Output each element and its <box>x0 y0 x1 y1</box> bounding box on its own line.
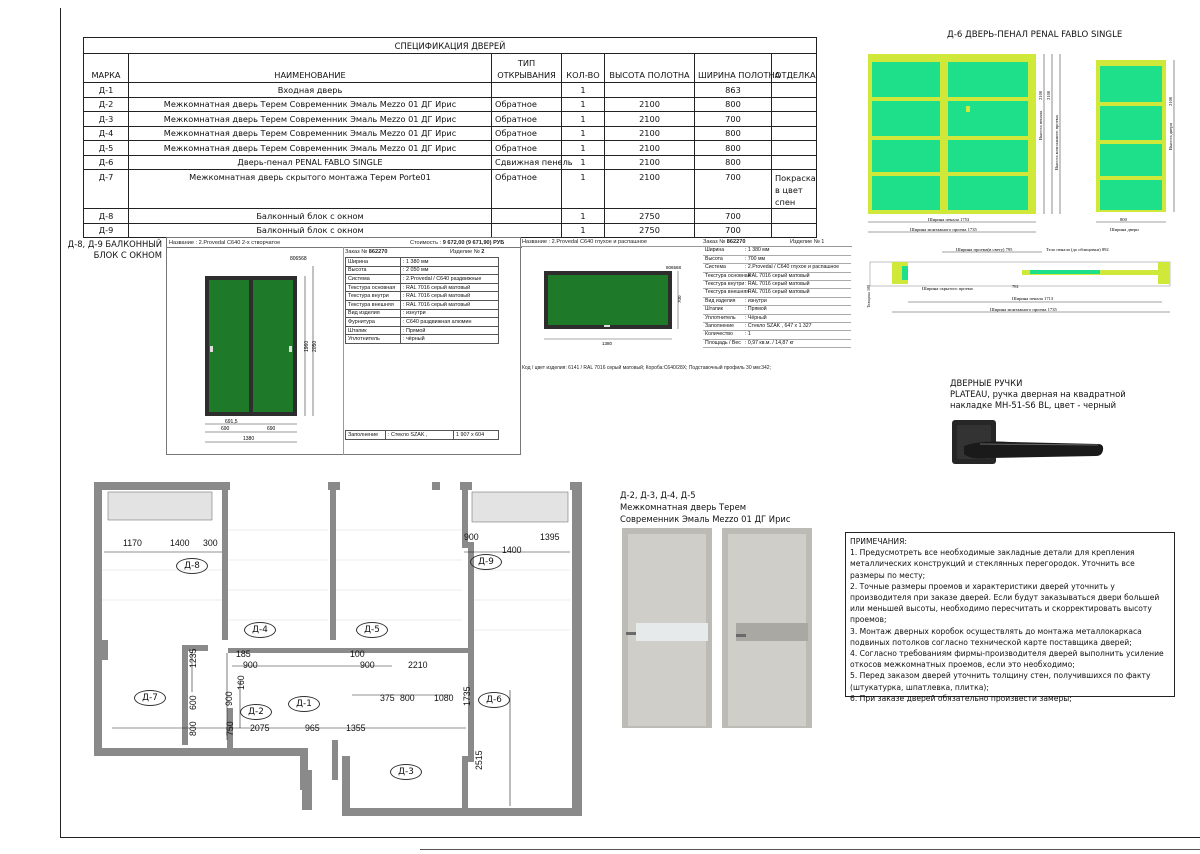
prop-value: : RAL 7016 серый матовый <box>743 281 851 289</box>
note-item: 5. Перед заказом дверей уточнить толщину стен, получившихся по факту (штукатурка, шпатлевка, плитка); <box>850 671 1151 692</box>
plan-tag-d7: Д-7 <box>134 690 166 706</box>
floor-plan <box>92 470 607 820</box>
spec-header-mark: МАРКА <box>84 54 129 83</box>
door-handle-icon <box>950 418 1110 468</box>
spec-cell-name: Межкомнатная дверь Терем Современник Эмаль Mezzo 01 ДГ Ирис <box>129 126 492 141</box>
cost-value: 9 672,00 <box>442 240 465 246</box>
plan-dim-2075: 2075 <box>250 723 270 733</box>
balcony-right-props <box>703 247 851 348</box>
spec-cell-type: Обратное <box>492 170 562 209</box>
spec-cell-width: 800 <box>695 155 772 170</box>
spec-header-height: ВЫСОТА ПОЛОТНА <box>605 54 695 83</box>
prop-key: Уплотнитель <box>346 335 401 344</box>
prop-row <box>703 272 851 280</box>
prop-row <box>346 292 499 301</box>
plan-tag-d6: Д-6 <box>478 692 510 708</box>
prop-value: : RAL 7016 серый матовый <box>743 289 851 297</box>
spec-row <box>84 170 817 209</box>
frame-bottom <box>60 837 1200 838</box>
doors-line2: Современник Эмаль Mezzo 01 ДГ Ирис <box>620 514 791 524</box>
balcony-left-title: Название : 2.Provedal C640 2-х створчатое <box>169 240 281 246</box>
prop-row <box>703 323 851 331</box>
spec-row <box>84 97 817 112</box>
prop-row <box>703 297 851 305</box>
spec-cell-type <box>492 223 562 238</box>
penal-w-open-plan: 795 <box>1005 247 1013 252</box>
spec-cell-width: 700 <box>695 209 772 224</box>
spec-cell-height: 2100 <box>605 126 695 141</box>
penal-w-case-plan: 892 <box>1101 247 1109 252</box>
prop-row <box>346 309 499 318</box>
plan-dim-185: 185 <box>236 649 251 659</box>
spec-cell-width: 800 <box>695 97 772 112</box>
notes-title: ПРИМЕЧАНИЯ: <box>850 537 907 546</box>
svg-text:Ширина проема(в свету) 795 <box>956 247 1013 252</box>
penal-w-door-label: Ширина двери <box>1110 227 1139 232</box>
spec-cell-name: Балконный блок с окном <box>129 223 492 238</box>
plan-dim-2210: 2210 <box>408 660 428 670</box>
spec-cell-name: Межкомнатная дверь скрытого монтажа Терем Porte01 <box>129 170 492 209</box>
spec-cell-finish <box>772 223 817 238</box>
plan-dim-965: 965 <box>305 723 320 733</box>
spec-cell-mark: Д-3 <box>84 112 129 127</box>
svg-text:Ширина монтажного проема 1735 <box>910 227 978 232</box>
prop-value: : 1 380 мм <box>743 247 851 255</box>
spec-cell-name: Межкомнатная дверь Терем Современник Эмаль Mezzo 01 ДГ Ирис <box>129 112 492 127</box>
prop-row <box>346 318 499 327</box>
spec-cell-height <box>605 83 695 98</box>
spec-cell-name: Межкомнатная дверь Терем Современник Эмаль Mezzo 01 ДГ Ирис <box>129 141 492 156</box>
spec-cell-type: Сдвижная пенель <box>492 155 562 170</box>
prop-key: Ширина <box>346 258 401 267</box>
spec-row <box>84 112 817 127</box>
spec-cell-type <box>492 83 562 98</box>
prop-key: Вид изделия <box>703 297 743 305</box>
plan-dim-300: 300 <box>203 538 218 548</box>
spec-header-width: ШИРИНА ПОЛОТНА <box>695 54 772 83</box>
note-item: 3. Монтаж дверных коробок осуществлять до монтажа металлокаркаса подвиных потолков согласно технической карте поставщика дверей; <box>850 626 1142 647</box>
plan-dim-1355: 1355 <box>346 723 366 733</box>
prop-key: Высота <box>703 255 743 263</box>
plan-tag-d3: Д-3 <box>390 764 422 780</box>
balcony-w2: 690 <box>267 426 276 432</box>
prop-value: : RAL 7016 серый матовый <box>743 272 851 280</box>
spec-cell-qty: 1 <box>562 155 605 170</box>
notes-list <box>850 547 1170 704</box>
spec-cell-qty: 1 <box>562 209 605 224</box>
prop-key: Система <box>346 275 401 284</box>
spec-header-name: НАИМЕНОВАНИЕ <box>129 54 492 83</box>
plan-dim-900a: 900 <box>464 532 479 542</box>
spec-row <box>84 83 817 98</box>
penal-w-open-plan-label: Ширина проема(в свету) <box>956 247 1005 252</box>
window-w: 1380 <box>602 341 613 346</box>
prop-value: : Стекло SZAK , 647 x 1 327 <box>743 323 851 331</box>
prop-key: Заполнение <box>703 323 743 331</box>
plan-tag-d5: Д-5 <box>356 622 388 638</box>
window-top-code: 806568 <box>666 265 682 270</box>
prop-key: Штапик <box>346 326 401 335</box>
spec-cell-width: 700 <box>695 112 772 127</box>
spec-cell-mark: Д-7 <box>84 170 129 209</box>
spec-cell-type: Обратное <box>492 97 562 112</box>
spec-cell-qty: 1 <box>562 223 605 238</box>
prop-key: Высота <box>346 266 401 275</box>
prop-value: : 2.Provedal / C640 раздвижные <box>401 275 499 284</box>
spec-cell-finish <box>772 83 817 98</box>
spec-cell-finish <box>772 126 817 141</box>
penal-w-mount-label: Ширина монтажного проема <box>910 227 967 232</box>
spec-header-type-bottom: ОТКРЫВАНИЯ <box>497 70 556 80</box>
spec-cell-qty: 1 <box>562 97 605 112</box>
doors-line1: Межкомнатная дверь Терем <box>620 502 747 512</box>
spec-cell-finish <box>772 112 817 127</box>
spec-cell-qty: 1 <box>562 141 605 156</box>
prop-key: Уплотнитель <box>703 314 743 322</box>
door-spec-table <box>83 37 817 238</box>
balcony-total-w: 1380 <box>243 436 255 442</box>
spec-cell-finish <box>772 141 817 156</box>
note-item: 2. Точные размеры проемов и характеристики дверей уточнить у производителя при заказе дверей. Если будут заказываться двери большей или меньшей высоты, необходимо пересчитать и скорректировать высоту проемов; <box>850 581 1160 625</box>
prop-key: Фурнитура <box>346 318 401 327</box>
penal-w-case-label: Ширина пенала <box>1012 296 1043 301</box>
spec-row <box>84 141 817 156</box>
plan-dim-800a: 800 <box>400 693 415 703</box>
handles-line2: накладке MH-51-S6 BL, цвет - черный <box>950 400 1117 410</box>
spec-cell-mark: Д-4 <box>84 126 129 141</box>
spec-header-type-top: ТИП <box>517 58 536 68</box>
prop-key: Текстура внутри <box>705 281 745 288</box>
spec-cell-mark: Д-5 <box>84 141 129 156</box>
prop-value: : чёрный <box>401 335 499 344</box>
plan-dim-1080: 1080 <box>434 693 454 703</box>
plan-dim-1235: 1235 <box>188 648 198 668</box>
spec-cell-name: Входная дверь <box>129 83 492 98</box>
item-label-right: Изделие № <box>790 239 820 245</box>
plan-dim-900b: 900 <box>243 660 258 670</box>
plan-dim-1395: 1395 <box>540 532 560 542</box>
plan-tag-d9: Д-9 <box>470 554 502 570</box>
spec-row <box>84 126 817 141</box>
plan-dim-1170: 1170 <box>123 538 142 548</box>
order-label-right: Заказ № <box>703 239 726 245</box>
svg-text:Тело пенала (до облицовки) 892 <box>1046 247 1109 252</box>
penal-w-door: 800 <box>1120 217 1127 222</box>
balcony-h1: 1960 <box>304 340 310 352</box>
spec-cell-mark: Д-6 <box>84 155 129 170</box>
plan-tag-d2: Д-2 <box>240 704 272 720</box>
prop-value: : изнутри <box>743 297 851 305</box>
svg-text:Толщина 100 <box>866 285 871 308</box>
prop-value: : 0,97 кв.м. / 14,87 кг <box>743 339 851 347</box>
prop-value: : изнутри <box>401 309 499 318</box>
plan-dim-750: 750 <box>225 721 235 736</box>
prop-key: Вид изделия <box>346 309 401 318</box>
penal-w-hidden: 781 <box>1012 284 1019 289</box>
spec-cell-qty: 1 <box>562 83 605 98</box>
frame-left <box>60 8 61 838</box>
spec-cell-mark: Д-8 <box>84 209 129 224</box>
spec-header-type <box>492 54 562 83</box>
plan-tag-d4: Д-4 <box>244 622 276 638</box>
fill-value: : Стекло SZAK , <box>386 431 454 440</box>
fill-key: Заполнение <box>346 431 386 440</box>
penal-h-mount: 2100 <box>1046 90 1051 100</box>
prop-row <box>346 283 499 292</box>
prop-key: Система <box>703 264 743 272</box>
prop-row <box>703 331 851 339</box>
cost-label: Стоимость : <box>410 240 442 246</box>
balcony-left-fill <box>345 430 499 440</box>
prop-value: : Прямой <box>743 306 851 314</box>
prop-row <box>703 281 851 289</box>
spec-cell-height: 2100 <box>605 170 695 209</box>
spec-cell-mark: Д-1 <box>84 83 129 98</box>
prop-row <box>703 314 851 322</box>
prop-key: Штапик <box>703 306 743 314</box>
penal-h-door-label: Высота двери <box>1168 123 1173 150</box>
prop-row <box>703 339 851 347</box>
penal-w-case: 1713 <box>1044 296 1054 301</box>
spec-row <box>84 223 817 238</box>
balcony-w1: 690 <box>221 426 230 432</box>
balcony-door-drawing <box>185 252 335 452</box>
plan-dim-900d: 900 <box>224 691 234 706</box>
prop-key: Текстура внешняя <box>705 289 750 296</box>
balcony-right-sheet <box>520 237 852 372</box>
prop-key: Текстура основная <box>705 272 751 279</box>
penal-w-mount-plan-label: Ширина монтажного проема <box>990 307 1047 312</box>
spec-cell-height: 2100 <box>605 112 695 127</box>
prop-row <box>703 264 851 272</box>
penal-thick: 100 <box>866 284 871 292</box>
prop-row <box>346 300 499 309</box>
prop-row <box>703 289 851 297</box>
prop-value: : 1 380 мм <box>401 258 499 267</box>
plan-dim-375: 375 <box>380 693 395 703</box>
spec-cell-height: 2750 <box>605 209 695 224</box>
prop-value: : Прямой <box>401 326 499 335</box>
spec-cell-height: 2100 <box>605 155 695 170</box>
item-value: 2 <box>481 249 485 255</box>
spec-cell-name: Дверь-пенал PENAL FABLO SINGLE <box>129 155 492 170</box>
plan-dim-2515: 2515 <box>474 750 484 770</box>
window-h: 700 <box>677 295 682 303</box>
spec-cell-width: 800 <box>695 141 772 156</box>
prop-row <box>346 258 499 267</box>
prop-key: Текстура основная <box>346 283 401 292</box>
plan-dim-1400b: 1400 <box>502 545 522 555</box>
item-value-right: 1 <box>821 239 825 245</box>
handles-title: ДВЕРНЫЕ РУЧКИ <box>950 378 1023 388</box>
penal-h-open-label: Высота пенала <box>1038 110 1043 140</box>
penal-drawing <box>862 40 1192 330</box>
balcony-left-props <box>345 257 499 344</box>
prop-value: : RAL 7016 серый матовый <box>401 300 499 309</box>
prop-value: : 700 мм <box>743 255 851 263</box>
spec-cell-height: 2750 <box>605 223 695 238</box>
balcony-part-w: 691,5 <box>225 419 238 425</box>
penal-w-open: 1753 <box>960 217 970 222</box>
spec-cell-height: 2100 <box>605 141 695 156</box>
prop-row <box>703 306 851 314</box>
spec-cell-name: Межкомнатная дверь Терем Современник Эмаль Mezzo 01 ДГ Ирис <box>129 97 492 112</box>
prop-key: Текстура внутри <box>346 292 401 301</box>
svg-text:Ширина пенала 1713 <box>1012 296 1054 301</box>
spec-cell-mark: Д-2 <box>84 97 129 112</box>
penal-thick-label: Толщина <box>866 292 871 308</box>
spec-cell-mark: Д-9 <box>84 223 129 238</box>
penal-h-door: 2100 <box>1168 96 1173 106</box>
penal-title: Д-6 ДВЕРЬ-ПЕНАЛ PENAL FABLO SINGLE <box>947 30 1123 40</box>
prop-key: Ширина <box>703 247 743 255</box>
cost-value-2: (9 671,90) РУБ <box>466 240 505 246</box>
balcony-label: Д-8, Д-9 БАЛКОННЫЙ БЛОК С ОКНОМ <box>67 239 162 260</box>
svg-text:Ширина пенала 1753 <box>928 217 970 222</box>
penal-w-mount-plan: 1735 <box>1047 307 1057 312</box>
penal-w-case-plan-label: Тело пенала (до облицовки) <box>1046 247 1101 252</box>
order-label: Заказ № <box>345 249 368 255</box>
prop-value: : RAL 7016 серый матовый <box>401 283 499 292</box>
spec-cell-finish <box>772 97 817 112</box>
balcony-left-sheet <box>166 237 521 455</box>
doors-marks: Д-2, Д-3, Д-4, Д-5 <box>620 490 696 500</box>
prop-row <box>346 335 499 344</box>
prop-row <box>346 275 499 284</box>
handles-line1: PLATEAU, ручка дверная на квадратной <box>950 389 1126 399</box>
spec-cell-width: 700 <box>695 223 772 238</box>
spec-cell-qty: 1 <box>562 170 605 209</box>
prop-key: Текстура внешняя <box>346 300 401 309</box>
notes-box <box>845 532 1175 703</box>
note-item: 1. Предусмотреть все необходимые закладные детали для крепления металлических конструкций и стеклянных перегородок. Уточнить все размеры по месту; <box>850 548 1135 580</box>
prop-key: Количество <box>703 331 743 339</box>
svg-text:Ширина монтажного проема 1735 <box>990 307 1058 312</box>
spec-header-qty: КОЛ-ВО <box>562 54 605 83</box>
prop-value: : 1 <box>743 331 851 339</box>
plan-dim-100: 100 <box>350 649 365 659</box>
prop-value: : 2 050 мм <box>401 266 499 275</box>
spec-cell-type: Обратное <box>492 126 562 141</box>
spec-row <box>84 209 817 224</box>
penal-w-open-label: Ширина пенала <box>928 217 959 222</box>
spec-caption: СПЕЦИФИКАЦИЯ ДВЕРЕЙ <box>84 38 817 54</box>
prop-row <box>346 266 499 275</box>
prop-value: : 2.Provedal / C640 глухое и распашное <box>743 264 851 272</box>
spec-row <box>84 155 817 170</box>
prop-value: : C640 раздвижная алюмин <box>401 318 499 327</box>
spec-cell-type <box>492 209 562 224</box>
plan-tag-d8: Д-8 <box>176 558 208 574</box>
frame-bottom-stamp <box>420 849 1200 850</box>
balcony-window-drawing <box>536 259 691 349</box>
spec-cell-finish: Покраска в цвет спен <box>772 170 817 209</box>
spec-header-finish: ОТДЕЛКА <box>772 54 817 83</box>
prop-row <box>703 255 851 263</box>
balcony-footer: Код / цвет изделия: 6141 / RAL 7016 серый матовый; Короба:C640/28X; Подставочный профиль 30 мм:342; <box>522 365 771 371</box>
spec-cell-qty: 1 <box>562 126 605 141</box>
spec-cell-finish <box>772 209 817 224</box>
order-value-right: 862270 <box>726 239 746 245</box>
prop-key: Площадь / Вес <box>703 339 743 347</box>
balcony-h2: 2050 <box>312 340 318 352</box>
spec-cell-width: 800 <box>695 126 772 141</box>
plan-tag-d1: Д-1 <box>288 696 320 712</box>
penal-w-mount: 1735 <box>967 227 977 232</box>
plan-dim-1735: 1735 <box>462 686 472 706</box>
interior-doors-image <box>620 526 820 731</box>
spec-cell-qty: 1 <box>562 112 605 127</box>
spec-cell-width: 863 <box>695 83 772 98</box>
plan-dim-900c: 900 <box>360 660 375 670</box>
prop-row <box>346 326 499 335</box>
penal-w-hidden-label: Ширина скрытого проема <box>922 286 973 291</box>
fill-size: 1 907 x 604 <box>454 431 499 440</box>
plan-dim-1400a: 1400 <box>170 538 190 548</box>
order-value: 862270 <box>368 249 388 255</box>
item-label: Изделие № <box>450 249 480 255</box>
spec-cell-width: 700 <box>695 170 772 209</box>
spec-cell-height: 2100 <box>605 97 695 112</box>
prop-value: : RAL 7016 серый матовый <box>401 292 499 301</box>
balcony-top-code: 806568 <box>290 256 307 262</box>
spec-cell-name: Балконный блок с окном <box>129 209 492 224</box>
plan-dim-600: 600 <box>188 695 198 710</box>
spec-cell-type: Обратное <box>492 141 562 156</box>
plan-dim-160: 160 <box>236 675 246 690</box>
note-item: 4. Согласно требованиям фирмы-производителя дверей выполнить усиление откосов межкомнатных проемов, если это необходимо; <box>850 649 1164 670</box>
prop-row <box>703 247 851 255</box>
plan-dim-800b: 800 <box>188 721 198 736</box>
spec-cell-type: Обратное <box>492 112 562 127</box>
note-item: 6. При заказе дверей обязательно произвести замеры; <box>850 693 1072 703</box>
balcony-right-title: Название : 2.Provedal C640 глухое и распашное <box>522 239 648 245</box>
penal-h-open: 2100 <box>1038 90 1043 100</box>
spec-cell-finish <box>772 155 817 170</box>
prop-value: : Чёрный <box>743 314 851 322</box>
penal-h-mount-label: Высота монтажного проема <box>1054 115 1059 170</box>
